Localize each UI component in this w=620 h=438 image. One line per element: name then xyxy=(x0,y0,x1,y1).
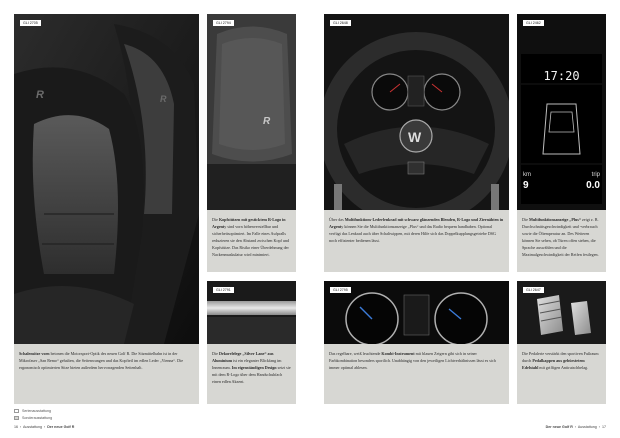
cluster-photo xyxy=(324,281,509,344)
svg-text:W: W xyxy=(408,129,422,145)
caption-bold: Schalensitze vorn xyxy=(19,351,50,356)
footer-right-section: Ausstattung xyxy=(577,425,597,429)
caption-bold: Multifunktions-Lederlenkrad mit schwarz glänzenden Blenden, R-Logo und Ziernähten in Argent xyxy=(329,217,504,229)
cluster-image xyxy=(324,281,509,344)
svg-text:R: R xyxy=(36,89,44,101)
caption-pre: Über das xyxy=(329,217,345,222)
legend-sonder xyxy=(14,416,52,420)
photo-code: GLI 2795 xyxy=(330,287,351,293)
caption-pre: Die xyxy=(212,351,219,356)
mfa-photo xyxy=(517,14,606,210)
legend-sonder-label: Sonderausstattung xyxy=(22,416,53,420)
caption-bold: Dekorelelege „Silver Lane“ aus Aluminium xyxy=(212,351,274,363)
caption-text: mit griffigen Antirutschbelag. xyxy=(538,365,589,370)
caption-headrest xyxy=(207,210,296,272)
footer-left-section: Ausstattung xyxy=(23,425,42,429)
caption-pre: Die xyxy=(212,217,219,222)
caption-seats xyxy=(14,344,199,404)
caption-text: y sind vorn höhenverstellbar und sicherheitsoptimiert. Im Falle eines Aufpralls reduzieren sie den Abstand zwischen Kopf und Kopfstütze. Das Risiko einer Überdehnung der Nackenmuskulatur wird minimiert. xyxy=(212,224,290,257)
footer-left-model: Der neue Golf R xyxy=(47,425,75,429)
caption-text: ist ein eleganter Blickfang im Innenraum. xyxy=(212,358,282,370)
footer-left-page: 16 xyxy=(14,425,18,429)
svg-text:R: R xyxy=(160,94,167,104)
headrest-image xyxy=(207,14,296,210)
footer-right-model: Der neue Golf R xyxy=(545,425,573,429)
steering-photo xyxy=(324,14,509,210)
seats-image xyxy=(14,14,199,344)
photo-code: GLI 2647 xyxy=(523,287,544,293)
caption-bold: Kombi-Instrument xyxy=(381,351,415,356)
mfa-km-value: 9 xyxy=(523,180,529,191)
photo-code: GLI 2705 xyxy=(20,20,41,26)
caption-bold2: Im eigenständigen Design xyxy=(231,365,277,370)
footer-right-page: 17 xyxy=(602,425,606,429)
headrest-photo xyxy=(207,14,296,210)
seats-photo xyxy=(14,14,199,344)
caption-pre: Das regelbare, weiß leuchtende xyxy=(329,351,382,356)
caption-pre: Die Pedalerie verstärkt den sportiven Fußraum durch xyxy=(522,351,599,363)
steering-image xyxy=(324,14,509,210)
photo-code: GLI 2648 xyxy=(330,20,351,26)
trim-photo xyxy=(207,281,296,344)
caption-steering xyxy=(324,210,509,272)
pedals-photo xyxy=(517,281,606,344)
caption-bold: Multifunktionsanzeige „Plus“ xyxy=(528,217,581,222)
svg-text:R: R xyxy=(263,116,271,127)
legend-series-label: Serienausstattung xyxy=(22,409,51,413)
caption-text: betonen die Motorsport-Optik des neuen Golf R. Die Sitzmittelbahn ist in der Mikrofaser „San Remo“ gehalten, die Seitenwangen und das Kopfteil im edlen Leder „Vienna“. Die ergonomisch optimierten Sitze bieten außerdem hervorragenden Seitenhalt. xyxy=(19,351,184,370)
legend-series xyxy=(14,409,51,413)
mfa-trip-value: 0.0 xyxy=(586,180,600,191)
mfa-time: 17:20 xyxy=(543,69,580,83)
legend-sonder-swatch xyxy=(14,416,19,420)
caption-cluster xyxy=(324,344,509,404)
caption-text: mit blauen Zeigern gibt sich in seiner Farbkombination besonders sportlich. Unabhängig von den jeweiligen Lichtverhältnissen lässt es sich immer optimal ablesen. xyxy=(329,351,496,370)
footer-right: Der neue Golf R › Ausstattung › 17 xyxy=(545,425,606,429)
caption-text: zeigt z. B. Durchschnittsgeschwindigkeit und -verbrauch sowie die Öltemperatur an. Des Weiteren können Sie sehen, ob Türen offen stehen, die Sprache auswählen und die Maximalgeschwindigkeit der Reifen festlegen. xyxy=(522,217,599,257)
caption-pre: Die xyxy=(522,217,529,222)
photo-code: GLI 2794 xyxy=(213,20,234,26)
legend-series-swatch xyxy=(14,409,19,413)
caption-bold: Kopfstützen mit gesticktem R-Logo in Argent xyxy=(212,217,286,229)
caption-mfa xyxy=(517,210,606,272)
caption-bold: Pedalkappen aus gebürstetem Edelstahl xyxy=(522,358,585,370)
caption-pedals xyxy=(517,344,606,404)
caption-text: y können Sie die Multifunktionsanzeige „Plus“ und das Radio bequem handhaben. Optional verfügt das Lenkrad auch über Schaltwippen, mit deren Hilfe sich das Doppelkupplungsgetriebe DSG noch effizienter bedienen lässt. xyxy=(329,224,497,243)
mfa-trip-label: trip xyxy=(591,172,600,178)
caption-text2: setzt sie mit dem R-Logo über dem Handschuhfach einen edlen Akzent. xyxy=(212,365,291,384)
photo-code: GLI 2462 xyxy=(523,20,544,26)
caption-trim xyxy=(207,344,296,404)
footer-left: 16 › Ausstattung › Der neue Golf R xyxy=(14,425,75,429)
mfa-km-label: km xyxy=(523,172,531,178)
photo-code: GLI 2791 xyxy=(213,287,234,293)
